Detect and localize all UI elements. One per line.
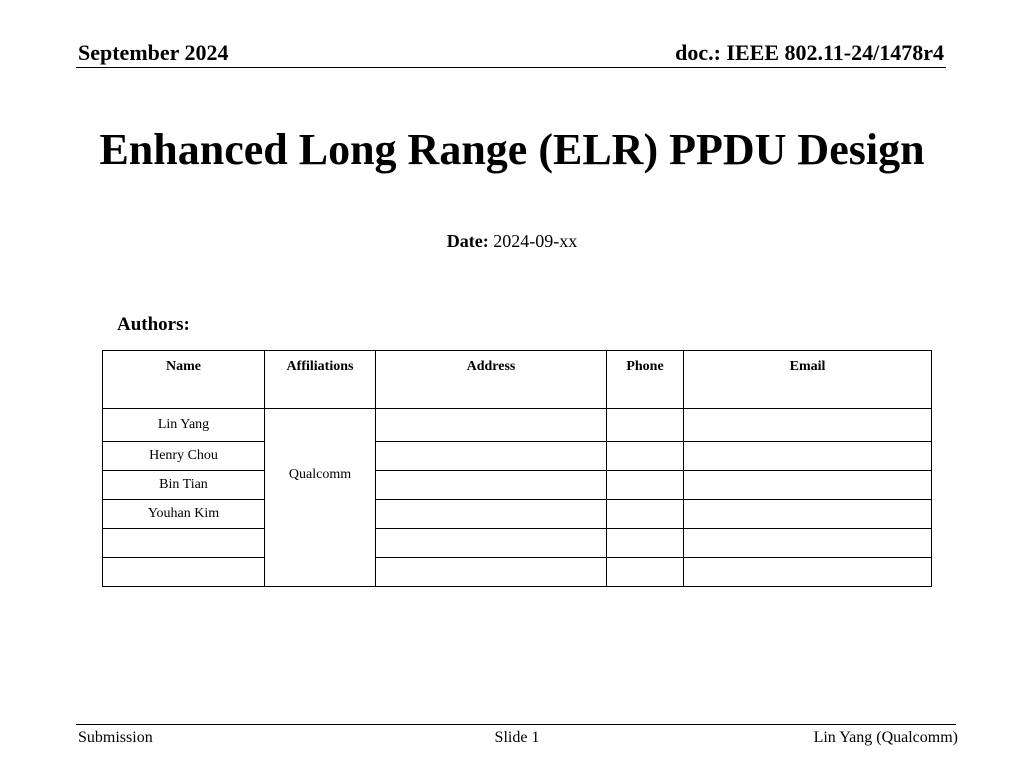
header-divider bbox=[76, 67, 946, 68]
column-header-name: Name bbox=[103, 351, 265, 409]
header-date: September 2024 bbox=[78, 40, 229, 65]
column-header-phone: Phone bbox=[607, 351, 684, 409]
column-header-email: Email bbox=[684, 351, 932, 409]
address-cell bbox=[376, 529, 607, 558]
address-cell bbox=[376, 442, 607, 471]
affiliation-cell: Qualcomm bbox=[265, 409, 376, 587]
table-row bbox=[103, 558, 932, 587]
table-row bbox=[103, 409, 932, 442]
email-cell bbox=[684, 529, 932, 558]
phone-cell bbox=[607, 500, 684, 529]
author-name-cell: Henry Chou bbox=[103, 442, 265, 471]
phone-cell bbox=[607, 558, 684, 587]
email-cell bbox=[684, 500, 932, 529]
author-name-cell: Bin Tian bbox=[103, 471, 265, 500]
footer-divider bbox=[76, 724, 956, 725]
phone-cell bbox=[607, 409, 684, 442]
authors-table bbox=[102, 350, 932, 587]
header-doc-id: doc.: IEEE 802.11-24/1478r4 bbox=[675, 40, 944, 65]
column-header-address: Address bbox=[376, 351, 607, 409]
author-name-cell: Lin Yang bbox=[103, 409, 265, 442]
author-name-cell: Youhan Kim bbox=[103, 500, 265, 529]
table-row bbox=[103, 442, 932, 471]
email-cell bbox=[684, 471, 932, 500]
footer-submission: Submission bbox=[78, 729, 153, 746]
email-cell bbox=[684, 442, 932, 471]
phone-cell bbox=[607, 529, 684, 558]
phone-cell bbox=[607, 471, 684, 500]
table-row bbox=[103, 471, 932, 500]
address-cell bbox=[376, 558, 607, 587]
date-label: Date: bbox=[446, 231, 489, 251]
table-header-row bbox=[103, 351, 932, 409]
footer-slide-number: Slide 1 bbox=[494, 729, 540, 746]
author-name-cell bbox=[103, 558, 265, 587]
address-cell bbox=[376, 471, 607, 500]
author-name-cell bbox=[103, 529, 265, 558]
email-cell bbox=[684, 409, 932, 442]
footer-author: Lin Yang (Qualcomm) bbox=[813, 729, 958, 746]
email-cell bbox=[684, 558, 932, 587]
address-cell bbox=[376, 500, 607, 529]
authors-label: Authors: bbox=[117, 314, 190, 335]
column-header-affiliations: Affiliations bbox=[265, 351, 376, 409]
table-row bbox=[103, 500, 932, 529]
phone-cell bbox=[607, 442, 684, 471]
date-value: 2024-09-xx bbox=[493, 231, 578, 251]
date-line bbox=[0, 230, 1024, 252]
address-cell bbox=[376, 409, 607, 442]
table-row bbox=[103, 529, 932, 558]
slide-title: Enhanced Long Range (ELR) PPDU Design bbox=[99, 125, 925, 174]
